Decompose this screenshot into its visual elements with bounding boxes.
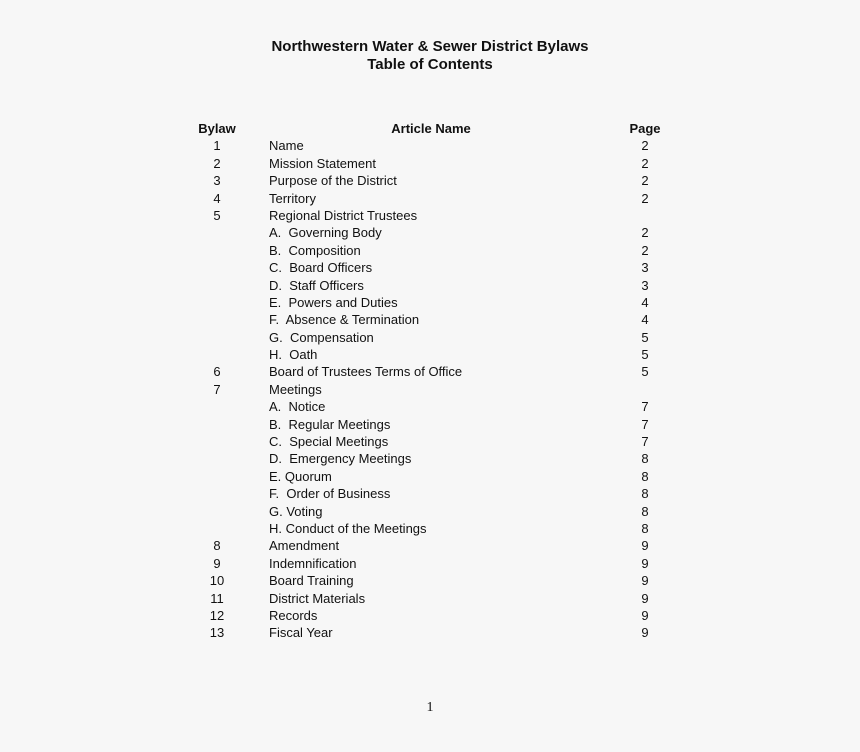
toc-row: [0, 398, 860, 415]
toc-page-number: 3: [641, 260, 649, 276]
toc-bylaw-number: 1: [213, 138, 221, 154]
bylaw-column-header: Bylaw: [198, 121, 236, 136]
document-subtitle: Table of Contents: [367, 56, 493, 73]
page-column-header: Page: [629, 121, 661, 136]
toc-page-number: 8: [641, 520, 649, 536]
toc-page-number: 8: [641, 486, 649, 502]
toc-bylaw-number: 8: [213, 538, 221, 554]
toc-bylaw-number: 13: [209, 625, 225, 641]
toc-row: [0, 137, 860, 154]
toc-article-name: Records: [269, 607, 318, 623]
article-column-header: Article Name: [391, 121, 471, 136]
toc-article-name: B. Regular Meetings: [269, 416, 391, 432]
toc-bylaw-number: 11: [210, 590, 224, 606]
toc-row: [0, 172, 860, 189]
document-title-block: [0, 38, 860, 74]
toc-article-name: G. Compensation: [269, 329, 374, 345]
toc-row: [0, 433, 860, 450]
toc-rows: [0, 137, 860, 641]
toc-article-name: A. Governing Body: [269, 225, 382, 241]
toc-bylaw-number: 7: [213, 381, 221, 397]
toc-row: [0, 381, 860, 398]
toc-page-number: 2: [641, 190, 649, 206]
toc-article-name: H. Conduct of the Meetings: [269, 520, 427, 536]
toc-article-name: Territory: [269, 190, 316, 206]
toc-row: [0, 450, 860, 467]
toc-page-number: 9: [641, 607, 649, 623]
toc-bylaw-number: 2: [213, 155, 221, 171]
toc-page-number: 2: [641, 138, 649, 154]
toc-article-name: C. Board Officers: [269, 260, 373, 276]
toc-page-number: 4: [641, 312, 649, 328]
document-title: Northwestern Water & Sewer District Bylaws: [271, 38, 589, 55]
toc-row: [0, 363, 860, 380]
toc-page-number: 5: [641, 329, 649, 345]
toc-page-number: 9: [641, 573, 649, 589]
toc-row: [0, 242, 860, 259]
toc-article-name: E. Quorum: [269, 468, 332, 484]
toc-page-number: 2: [641, 155, 649, 171]
toc-row: [0, 468, 860, 485]
toc-article-name: H. Oath: [269, 347, 318, 363]
toc-article-name: Fiscal Year: [269, 625, 333, 641]
toc-article-name: Regional District Trustees: [269, 207, 418, 223]
toc-row: [0, 624, 860, 641]
toc-row: [0, 520, 860, 537]
toc-row: [0, 537, 860, 554]
toc-page-number: 7: [641, 434, 649, 450]
toc-bylaw-number: 5: [213, 207, 221, 223]
toc-row: [0, 329, 860, 346]
toc-article-name: Board Training: [269, 573, 354, 589]
toc-page-number: 9: [641, 590, 649, 606]
toc-page-number: 2: [641, 173, 649, 189]
toc-page-number: 8: [641, 503, 649, 519]
toc-page-number: 2: [641, 242, 649, 258]
toc-row: [0, 155, 860, 172]
toc-row: [0, 590, 860, 607]
toc-row: [0, 224, 860, 241]
toc-article-name: Indemnification: [269, 555, 357, 571]
toc-page-number: 8: [641, 451, 649, 467]
toc-page-number: 9: [641, 625, 649, 641]
toc-page-number: 7: [641, 416, 649, 432]
toc-row: [0, 607, 860, 624]
toc-bylaw-number: 6: [213, 364, 221, 380]
toc-page-number: 5: [641, 347, 649, 363]
toc-article-name: D. Staff Officers: [269, 277, 364, 293]
toc-article-name: C. Special Meetings: [269, 434, 389, 450]
table-of-contents: [0, 120, 860, 642]
toc-article-name: Name: [269, 138, 304, 154]
toc-row: [0, 346, 860, 363]
toc-bylaw-number: 3: [213, 173, 221, 189]
toc-article-name: G. Voting: [269, 503, 323, 519]
toc-bylaw-number: 9: [213, 555, 221, 571]
toc-page-number: 2: [641, 225, 649, 241]
toc-page-number: 5: [641, 364, 649, 380]
toc-article-name: F. Absence & Termination: [269, 312, 420, 328]
toc-article-name: Purpose of the District: [269, 173, 397, 189]
toc-row: [0, 416, 860, 433]
toc-row: [0, 294, 860, 311]
toc-row: [0, 572, 860, 589]
toc-row: [0, 503, 860, 520]
toc-page-number: 8: [641, 468, 649, 484]
page-number: 1: [426, 700, 434, 715]
toc-row: [0, 259, 860, 276]
toc-row: [0, 277, 860, 294]
toc-page-number: 7: [641, 399, 649, 415]
toc-page-number: 9: [641, 555, 649, 571]
toc-article-name: District Materials: [269, 590, 366, 606]
toc-row: [0, 311, 860, 328]
toc-bylaw-number: 4: [213, 190, 221, 206]
toc-bylaw-number: 10: [209, 573, 225, 589]
toc-row: [0, 207, 860, 224]
toc-page-number: 9: [641, 538, 649, 554]
toc-article-name: A. Notice: [269, 399, 326, 415]
toc-article-name: Amendment: [269, 538, 340, 554]
toc-article-name: Board of Trustees Terms of Office: [269, 364, 463, 380]
toc-article-name: D. Emergency Meetings: [269, 451, 412, 467]
toc-article-name: B. Composition: [269, 242, 361, 258]
toc-row: [0, 485, 860, 502]
toc-bylaw-number: 12: [209, 607, 225, 623]
toc-header-row: [0, 120, 860, 137]
toc-row: [0, 555, 860, 572]
toc-row: [0, 190, 860, 207]
toc-article-name: E. Powers and Duties: [269, 294, 398, 310]
toc-article-name: F. Order of Business: [269, 486, 391, 502]
toc-article-name: Meetings: [269, 381, 322, 397]
toc-page-number: 4: [641, 294, 649, 310]
toc-page-number: 3: [641, 277, 649, 293]
toc-article-name: Mission Statement: [269, 155, 376, 171]
